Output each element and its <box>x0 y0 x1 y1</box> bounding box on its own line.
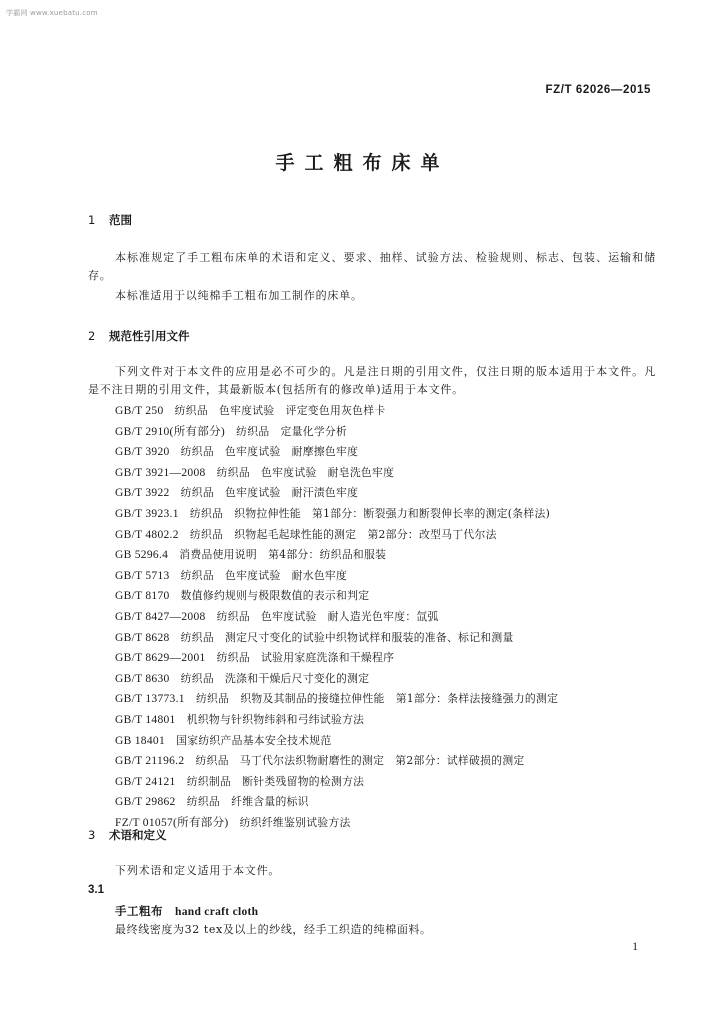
reference-title: 纺织品 马丁代尔法织物耐磨性的测定 第2部分：试样破损的测定 <box>195 754 525 768</box>
reference-code: GB/T 8630 <box>115 672 170 685</box>
clause-number: 3.1 <box>88 884 104 896</box>
reference-title: 纺织纤维鉴别试验方法 <box>239 815 351 829</box>
reference-item <box>115 792 675 813</box>
reference-title: 纺织品 织物起毛起球性能的测定 第2部分：改型马丁代尔法 <box>189 527 497 541</box>
reference-code: GB/T 4802.2 <box>115 528 179 541</box>
section-title: 术语和定义 <box>109 828 167 842</box>
reference-title: 纺织品 色牢度试验 耐水色牢度 <box>180 568 348 582</box>
section-2-heading <box>88 328 190 344</box>
section-3-heading <box>88 827 167 843</box>
reference-title: 纺织品 色牢度试验 耐人造光色牢度：氙弧 <box>216 609 439 623</box>
reference-code: GB/T 8170 <box>115 590 170 603</box>
reference-code: GB/T 250 <box>115 405 164 417</box>
reference-item <box>115 731 675 752</box>
section-number: 2 <box>88 329 96 343</box>
reference-title: 纺织品 色牢度试验 耐皂洗色牢度 <box>216 465 395 479</box>
reference-title: 纺织品 测定尺寸变化的试验中织物试样和服装的准备、标记和测量 <box>180 630 514 644</box>
reference-title: 数值修约规则与极限数值的表示和判定 <box>180 589 370 603</box>
reference-item <box>115 525 675 546</box>
reference-code: GB 5296.4 <box>115 549 169 562</box>
reference-title: 纺织品 纤维含量的标识 <box>186 795 309 809</box>
reference-list <box>115 401 675 833</box>
reference-code: GB/T 2910(所有部分) <box>115 425 226 438</box>
terms-intro: 下列术语和定义适用于本文件。 <box>115 864 281 877</box>
reference-title: 机织物与针织物纬斜和弓纬试验方法 <box>186 712 365 726</box>
page-number: 1 <box>632 941 638 953</box>
reference-title: 纺织品 色牢度试验 耐汗渍色牢度 <box>180 486 359 500</box>
reference-code: GB/T 8628 <box>115 631 170 644</box>
reference-item <box>115 586 675 607</box>
reference-title: 纺织品 色牢度试验 评定变色用灰色样卡 <box>174 404 386 417</box>
reference-code: GB/T 21196.2 <box>115 755 185 768</box>
references-intro: 下列文件对于本文件的应用是必不可少的。凡是注日期的引用文件，仅注日期的版本适用于本文件。凡是不注日期的引用文件，其最新版本(包括所有的修改单)适用于本文件。 <box>88 365 656 396</box>
reference-title: 纺织品 定量化学分析 <box>236 424 348 438</box>
reference-item <box>115 422 675 443</box>
reference-title: 国家纺织产品基本安全技术规范 <box>176 733 332 747</box>
section-1-heading <box>88 212 132 228</box>
reference-title: 消费品使用说明 第4部分：纺织品和服装 <box>179 548 387 562</box>
reference-title: 纺织品 洗涤和干燥后尺寸变化的测定 <box>180 671 370 685</box>
reference-item <box>115 566 675 587</box>
section-number: 1 <box>88 213 96 227</box>
reference-title: 纺织品 色牢度试验 耐摩擦色牢度 <box>180 445 359 459</box>
watermark: 学霸网 www.xuebatu.com <box>6 9 98 17</box>
reference-title: 纺织制品 断针类残留物的检测方法 <box>186 774 365 788</box>
document-title: 手工粗布床单 <box>275 152 450 174</box>
reference-title: 纺织品 织物及其制品的接缝拉伸性能 第1部分：条样法接缝强力的测定 <box>195 692 559 706</box>
reference-code: GB/T 24121 <box>115 775 176 788</box>
reference-code: GB/T 14801 <box>115 713 176 726</box>
term-english: hand craft cloth <box>175 906 259 918</box>
reference-title: 纺织品 试验用家庭洗涤和干燥程序 <box>216 651 395 665</box>
reference-title: 纺织品 织物拉伸性能 第1部分：断裂强力和断裂伸长率的测定(条样法) <box>189 506 551 520</box>
reference-code: GB/T 3921—2008 <box>115 466 206 479</box>
reference-code: GB/T 13773.1 <box>115 693 185 706</box>
reference-code: FZ/T 01057(所有部分) <box>115 816 229 829</box>
section-title: 范围 <box>109 213 132 227</box>
reference-item <box>115 813 675 834</box>
reference-item <box>115 463 675 484</box>
term-chinese: 手工粗布 <box>115 904 163 918</box>
reference-item <box>115 483 675 504</box>
reference-code: GB/T 3923.1 <box>115 507 179 520</box>
reference-item <box>115 710 675 731</box>
reference-code: GB/T 3922 <box>115 487 170 500</box>
reference-code: GB/T 8629—2001 <box>115 652 206 665</box>
reference-item <box>115 607 675 628</box>
reference-item <box>115 504 675 525</box>
reference-item <box>115 628 675 649</box>
standard-code: FZ/T 62026—2015 <box>545 84 651 96</box>
reference-code: GB 18401 <box>115 734 166 747</box>
section-title: 规范性引用文件 <box>109 329 190 343</box>
reference-item <box>115 545 675 566</box>
section-number: 3 <box>88 828 96 842</box>
reference-item <box>115 669 675 690</box>
reference-item <box>115 772 675 793</box>
reference-item <box>115 401 675 422</box>
reference-code: GB/T 3920 <box>115 446 170 459</box>
reference-code: GB/T 5713 <box>115 569 170 582</box>
reference-item <box>115 689 675 710</box>
term-entry <box>115 903 258 919</box>
scope-paragraph-2: 本标准适用于以纯棉手工粗布加工制作的床单。 <box>115 289 363 302</box>
scope-paragraph-1: 本标准规定了手工粗布床单的术语和定义、要求、抽样、试验方法、检验规则、标志、包装、运输和储存。 <box>88 251 656 282</box>
term-definition: 最终线密度为32 tex及以上的纱线，经手工织造的纯棉面料。 <box>115 923 432 936</box>
reference-item <box>115 442 675 463</box>
reference-item <box>115 751 675 772</box>
reference-code: GB/T 29862 <box>115 796 176 809</box>
reference-item <box>115 648 675 669</box>
reference-code: GB/T 8427—2008 <box>115 610 206 623</box>
